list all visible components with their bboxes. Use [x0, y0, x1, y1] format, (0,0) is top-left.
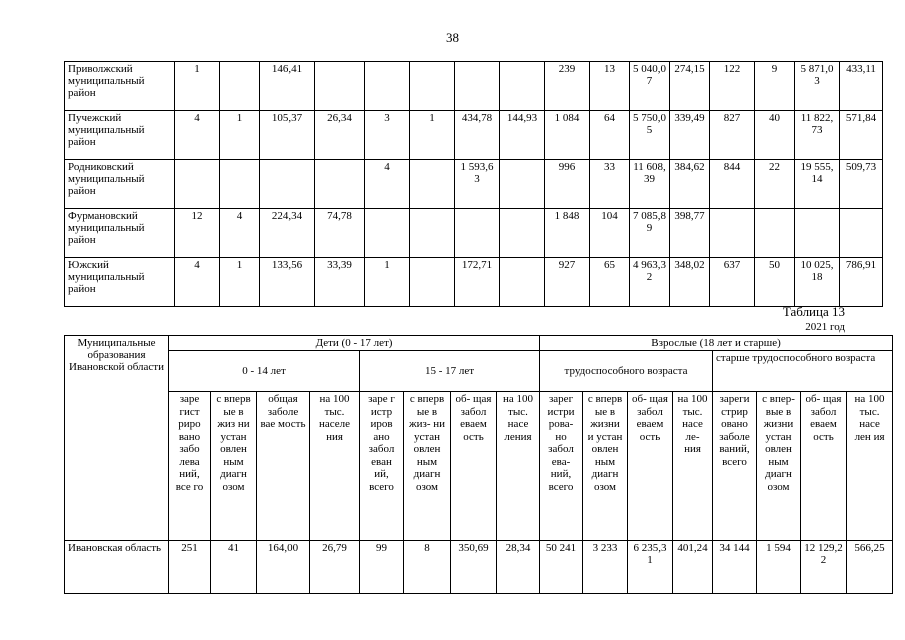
- table-cell: [410, 209, 455, 258]
- table-cell: 348,02: [670, 258, 710, 307]
- table-cell: 64: [590, 111, 630, 160]
- table-cell: 34 144: [713, 541, 757, 594]
- table-cell: 11 822,73: [795, 111, 840, 160]
- column-header: заре г истр иров ано забол еван ий, всего: [360, 392, 404, 541]
- header-row-1: [65, 336, 893, 351]
- table-cell: 12 129,22: [801, 541, 847, 594]
- table-cell: 350,69: [451, 541, 497, 594]
- table-cell: 1: [365, 258, 410, 307]
- table-cell: 401,24: [673, 541, 713, 594]
- district-name: Приволжский муниципальный район: [65, 62, 175, 111]
- table-cell: [175, 160, 220, 209]
- header-age-15-17: 15 - 17 лет: [360, 351, 540, 392]
- table-cell: 827: [710, 111, 755, 160]
- page-number: 38: [446, 30, 459, 45]
- region-name: Ивановская область: [65, 541, 169, 594]
- table-cell: [710, 209, 755, 258]
- table-cell: [840, 209, 883, 258]
- table-cell: 5 750,05: [630, 111, 670, 160]
- table-cell: 6 235,31: [628, 541, 673, 594]
- table-cell: 4: [175, 258, 220, 307]
- table-cell: [315, 160, 365, 209]
- table-cell: 1: [175, 62, 220, 111]
- main-table: [64, 335, 893, 594]
- column-header: на 100 тыс. насе ле- ния: [673, 392, 713, 541]
- table-cell: 26,79: [310, 541, 360, 594]
- table-cell: 33: [590, 160, 630, 209]
- table-cell: 1: [220, 111, 260, 160]
- header-older-working-age: старше трудоспособного возраста: [713, 351, 893, 392]
- table-cell: [755, 209, 795, 258]
- table-row: [65, 62, 883, 111]
- header-adults: Взрослые (18 лет и старше): [540, 336, 893, 351]
- table-cell: 26,34: [315, 111, 365, 160]
- column-header: с вперв ые в жиз- ни устан овлен ным диагн озом: [404, 392, 451, 541]
- header-working-age: трудоспособного возраста: [540, 351, 713, 392]
- table-cell: [365, 209, 410, 258]
- table-title: Таблица 13: [782, 304, 845, 319]
- column-header: зареги стрир овано заболе ваний, всего: [713, 392, 757, 541]
- table-cell: [795, 209, 840, 258]
- table-cell: 172,71: [455, 258, 500, 307]
- table-cell: 164,00: [257, 541, 310, 594]
- top-table: [64, 61, 883, 307]
- table-cell: 9: [755, 62, 795, 111]
- table-cell: 4: [220, 209, 260, 258]
- table-cell: 3: [365, 111, 410, 160]
- table-cell: 4: [365, 160, 410, 209]
- table-cell: [500, 160, 545, 209]
- table-cell: 274,15: [670, 62, 710, 111]
- table-cell: 1 594: [757, 541, 801, 594]
- column-header: на 100 тыс. насе лен ия: [847, 392, 893, 541]
- table-cell: 384,62: [670, 160, 710, 209]
- district-name: Фурмановский муниципальный район: [65, 209, 175, 258]
- table-cell: 105,37: [260, 111, 315, 160]
- column-header: с вперв ые в жизни и устан овлен ным диагн озом: [583, 392, 628, 541]
- table-cell: 224,34: [260, 209, 315, 258]
- table-cell: [455, 209, 500, 258]
- table-cell: 4 963,32: [630, 258, 670, 307]
- table-cell: 1 593,63: [455, 160, 500, 209]
- table-cell: [365, 62, 410, 111]
- table-cell: 65: [590, 258, 630, 307]
- table-cell: 339,49: [670, 111, 710, 160]
- column-header: на 100 тыс. насе ления: [497, 392, 540, 541]
- table-cell: 28,34: [497, 541, 540, 594]
- table-cell: 22: [755, 160, 795, 209]
- table-cell: 1: [410, 111, 455, 160]
- table-row: [65, 160, 883, 209]
- table-cell: 239: [545, 62, 590, 111]
- table-year: 2021 год: [805, 321, 845, 333]
- table-cell: 74,78: [315, 209, 365, 258]
- table-cell: 50: [755, 258, 795, 307]
- district-name: Родниковский муниципальный район: [65, 160, 175, 209]
- column-header: на 100 тыс. населе ния: [310, 392, 360, 541]
- table-cell: 146,41: [260, 62, 315, 111]
- table-cell: 927: [545, 258, 590, 307]
- table-cell: 3 233: [583, 541, 628, 594]
- header-children: Дети (0 - 17 лет): [169, 336, 540, 351]
- table-row: [65, 541, 893, 594]
- table-cell: 41: [211, 541, 257, 594]
- table-cell: 12: [175, 209, 220, 258]
- column-header: об- щая забол еваем ость: [451, 392, 497, 541]
- table-cell: 33,39: [315, 258, 365, 307]
- table-cell: 19 555,14: [795, 160, 840, 209]
- table-cell: 786,91: [840, 258, 883, 307]
- table-cell: [260, 160, 315, 209]
- table-cell: 5 871,03: [795, 62, 840, 111]
- table-cell: 5 040,07: [630, 62, 670, 111]
- table-cell: 40: [755, 111, 795, 160]
- table-cell: 398,77: [670, 209, 710, 258]
- table-cell: 566,25: [847, 541, 893, 594]
- table-cell: 104: [590, 209, 630, 258]
- table-cell: 1: [220, 258, 260, 307]
- header-row-2: [65, 351, 893, 392]
- table-row: [65, 258, 883, 307]
- table-cell: 509,73: [840, 160, 883, 209]
- table-cell: 133,56: [260, 258, 315, 307]
- table-row: [65, 111, 883, 160]
- table-cell: 144,93: [500, 111, 545, 160]
- table-cell: 99: [360, 541, 404, 594]
- column-header: с вперв ые в жиз ни устан овлен ным диагн озом: [211, 392, 257, 541]
- table-cell: 996: [545, 160, 590, 209]
- header-age-0-14: 0 - 14 лет: [169, 351, 360, 392]
- table-cell: 50 241: [540, 541, 583, 594]
- table-cell: [315, 62, 365, 111]
- table-cell: 571,84: [840, 111, 883, 160]
- table-cell: [220, 62, 260, 111]
- table-cell: 8: [404, 541, 451, 594]
- column-header: об- щая забол еваем ость: [628, 392, 673, 541]
- table-cell: 844: [710, 160, 755, 209]
- district-name: Пучежский муниципальный район: [65, 111, 175, 160]
- table-cell: 11 608,39: [630, 160, 670, 209]
- table-cell: [410, 62, 455, 111]
- column-header: общая заболе вае мость: [257, 392, 310, 541]
- table-cell: [410, 160, 455, 209]
- table-row: [65, 209, 883, 258]
- column-header: с впер- вые в жизни устан овлен ным диагн озом: [757, 392, 801, 541]
- table-cell: [455, 62, 500, 111]
- table-cell: 122: [710, 62, 755, 111]
- table-cell: 13: [590, 62, 630, 111]
- table-cell: 4: [175, 111, 220, 160]
- table-cell: 433,11: [840, 62, 883, 111]
- header-row-3: [65, 392, 893, 541]
- table-cell: 434,78: [455, 111, 500, 160]
- table-cell: 637: [710, 258, 755, 307]
- table-cell: 10 025,18: [795, 258, 840, 307]
- column-header: зарег истри рова- но забол ева- ний, всего: [540, 392, 583, 541]
- district-name: Южский муниципальный район: [65, 258, 175, 307]
- table-cell: 1 848: [545, 209, 590, 258]
- table-cell: [500, 258, 545, 307]
- table-cell: [220, 160, 260, 209]
- table-cell: 251: [169, 541, 211, 594]
- header-corner: Муниципальные образования Ивановской области: [65, 336, 169, 541]
- table-cell: [500, 62, 545, 111]
- table-cell: [500, 209, 545, 258]
- table-cell: [410, 258, 455, 307]
- table-cell: 1 084: [545, 111, 590, 160]
- column-header: заре гист риро вано забо лева ний, все го: [169, 392, 211, 541]
- column-header: об- щая забол еваем ость: [801, 392, 847, 541]
- table-cell: 7 085,89: [630, 209, 670, 258]
